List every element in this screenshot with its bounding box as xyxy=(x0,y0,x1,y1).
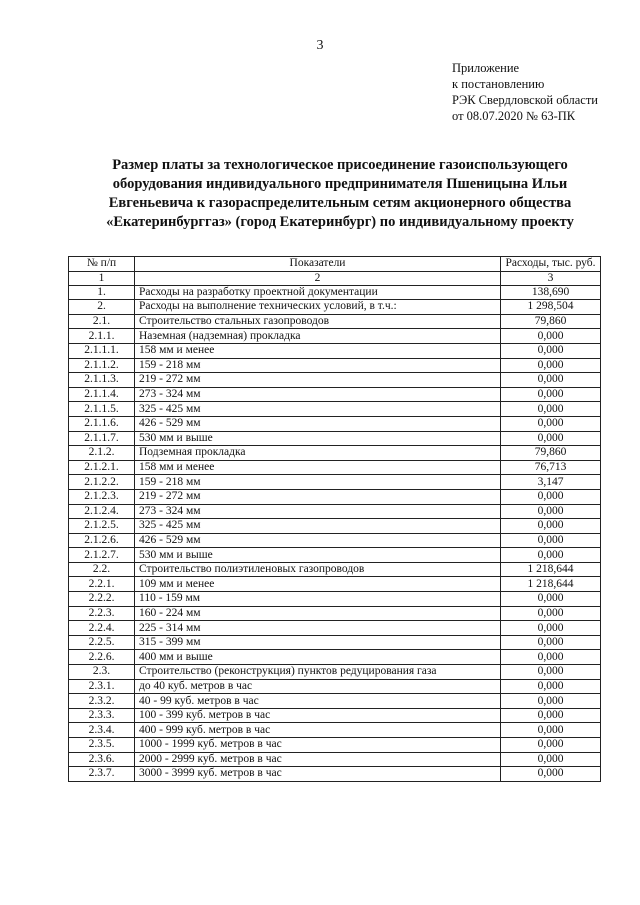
table-row xyxy=(69,314,601,329)
row-indicator: 40 - 99 куб. метров в час xyxy=(135,694,501,709)
row-indicator: 426 - 529 мм xyxy=(135,533,501,548)
row-cost: 76,713 xyxy=(501,460,601,475)
row-indicator: Строительство полиэтиленовых газопроводов xyxy=(135,562,501,577)
row-cost: 138,690 xyxy=(501,285,601,300)
row-cost: 0,000 xyxy=(501,343,601,358)
row-indicator: 315 - 399 мм xyxy=(135,635,501,650)
row-num: 2.2.6. xyxy=(69,650,135,665)
table-row xyxy=(69,577,601,592)
row-cost: 79,860 xyxy=(501,314,601,329)
row-indicator: 219 - 272 мм xyxy=(135,489,501,504)
row-num: 2.3.5. xyxy=(69,738,135,753)
row-num: 2.1.2.6. xyxy=(69,533,135,548)
row-indicator: 325 - 425 мм xyxy=(135,402,501,417)
row-cost: 0,000 xyxy=(501,621,601,636)
row-num: 2.3.1. xyxy=(69,679,135,694)
row-num: 2.1.1.4. xyxy=(69,387,135,402)
row-num: 2.1.1.5. xyxy=(69,402,135,417)
row-indicator: 110 - 159 мм xyxy=(135,592,501,607)
row-cost: 0,000 xyxy=(501,519,601,534)
row-num: 2.1.2.2. xyxy=(69,475,135,490)
table-row xyxy=(69,475,601,490)
row-indicator: 159 - 218 мм xyxy=(135,475,501,490)
row-cost: 0,000 xyxy=(501,665,601,680)
table-row xyxy=(69,548,601,563)
row-num: 2.1. xyxy=(69,314,135,329)
table-row xyxy=(69,519,601,534)
row-cost: 3,147 xyxy=(501,475,601,490)
table-row xyxy=(69,489,601,504)
table-row xyxy=(69,504,601,519)
row-cost: 0,000 xyxy=(501,489,601,504)
table-row xyxy=(69,621,601,636)
row-cost: 0,000 xyxy=(501,767,601,782)
table-row xyxy=(69,416,601,431)
appendix-line: к постановлению xyxy=(452,77,545,91)
row-indicator: Наземная (надземная) прокладка xyxy=(135,329,501,344)
table-header-row xyxy=(69,257,601,272)
table-row xyxy=(69,708,601,723)
row-cost: 1 218,644 xyxy=(501,562,601,577)
table-row xyxy=(69,285,601,300)
row-num: 2.1.1.2. xyxy=(69,358,135,373)
row-num: 2.2.2. xyxy=(69,592,135,607)
row-num: 2.1.2. xyxy=(69,446,135,461)
row-num: 2.1.2.5. xyxy=(69,519,135,534)
row-cost: 0,000 xyxy=(501,708,601,723)
row-indicator: Расходы на выполнение технических условий, в т.ч.: xyxy=(135,300,501,315)
row-cost: 0,000 xyxy=(501,606,601,621)
row-cost: 0,000 xyxy=(501,373,601,388)
table-row xyxy=(69,679,601,694)
appendix-block xyxy=(452,60,598,124)
table-row xyxy=(69,402,601,417)
row-num: 2.3. xyxy=(69,665,135,680)
row-indicator: 1000 - 1999 куб. метров в час xyxy=(135,738,501,753)
title-line: «Екатеринбурггаз» (город Екатеринбург) по индивидуальному проекту xyxy=(106,214,574,230)
row-cost: 79,860 xyxy=(501,446,601,461)
index-indicator: 2 xyxy=(135,271,501,285)
row-cost: 0,000 xyxy=(501,431,601,446)
table-row xyxy=(69,373,601,388)
index-num: 1 xyxy=(69,271,135,285)
row-num: 2.1.1.1. xyxy=(69,343,135,358)
row-indicator: 225 - 314 мм xyxy=(135,621,501,636)
row-cost: 0,000 xyxy=(501,738,601,753)
row-cost: 0,000 xyxy=(501,635,601,650)
row-num: 2.1.1. xyxy=(69,329,135,344)
table-row xyxy=(69,694,601,709)
row-indicator: 530 мм и выше xyxy=(135,431,501,446)
row-num: 2.3.7. xyxy=(69,767,135,782)
row-indicator: 273 - 324 мм xyxy=(135,387,501,402)
table-row xyxy=(69,650,601,665)
row-num: 2.2.3. xyxy=(69,606,135,621)
table-row xyxy=(69,752,601,767)
index-cost: 3 xyxy=(501,271,601,285)
header-indicator: Показатели xyxy=(135,257,501,272)
row-cost: 0,000 xyxy=(501,416,601,431)
row-num: 2.2. xyxy=(69,562,135,577)
table-row xyxy=(69,635,601,650)
row-indicator: Расходы на разработку проектной документации xyxy=(135,285,501,300)
row-indicator: 273 - 324 мм xyxy=(135,504,501,519)
fee-table xyxy=(68,256,601,782)
header-cost: Расходы, тыс. руб. xyxy=(501,257,601,272)
table-row xyxy=(69,446,601,461)
appendix-line: РЭК Свердловской области xyxy=(452,93,598,107)
table-row xyxy=(69,431,601,446)
table-row xyxy=(69,460,601,475)
table-row xyxy=(69,606,601,621)
row-num: 2.3.4. xyxy=(69,723,135,738)
title-line: оборудования индивидуального предпринимателя Пшеницына Ильи xyxy=(112,176,568,192)
row-num: 1. xyxy=(69,285,135,300)
table-row xyxy=(69,738,601,753)
row-indicator: Строительство стальных газопроводов xyxy=(135,314,501,329)
row-indicator: 2000 - 2999 куб. метров в час xyxy=(135,752,501,767)
row-indicator: 219 - 272 мм xyxy=(135,373,501,388)
row-indicator: 109 мм и менее xyxy=(135,577,501,592)
row-indicator: Строительство (реконструкция) пунктов редуцирования газа xyxy=(135,665,501,680)
header-num: № п/п xyxy=(69,257,135,272)
row-num: 2.3.6. xyxy=(69,752,135,767)
row-num: 2.1.2.4. xyxy=(69,504,135,519)
row-cost: 0,000 xyxy=(501,752,601,767)
row-num: 2.2.5. xyxy=(69,635,135,650)
row-indicator: 160 - 224 мм xyxy=(135,606,501,621)
row-num: 2.1.2.1. xyxy=(69,460,135,475)
document-title xyxy=(80,156,600,232)
table-row xyxy=(69,665,601,680)
appendix-line: Приложение xyxy=(452,61,520,75)
title-line: Евгеньевича к газораспределительным сетям акционерного общества xyxy=(108,195,572,211)
row-indicator: 325 - 425 мм xyxy=(135,519,501,534)
row-num: 2. xyxy=(69,300,135,315)
row-indicator: Подземная прокладка xyxy=(135,446,501,461)
table-row xyxy=(69,533,601,548)
row-cost: 0,000 xyxy=(501,387,601,402)
row-cost: 0,000 xyxy=(501,533,601,548)
appendix-line: от 08.07.2020 № 63-ПК xyxy=(452,109,576,123)
row-num: 2.1.1.7. xyxy=(69,431,135,446)
row-num: 2.1.1.3. xyxy=(69,373,135,388)
page-number: 3 xyxy=(316,38,324,53)
row-num: 2.1.1.6. xyxy=(69,416,135,431)
table-row xyxy=(69,592,601,607)
table-row xyxy=(69,767,601,782)
row-indicator: 100 - 399 куб. метров в час xyxy=(135,708,501,723)
row-indicator: 3000 - 3999 куб. метров в час xyxy=(135,767,501,782)
row-num: 2.2.1. xyxy=(69,577,135,592)
row-cost: 1 298,504 xyxy=(501,300,601,315)
table-row xyxy=(69,387,601,402)
table-row xyxy=(69,300,601,315)
row-indicator: 400 - 999 куб. метров в час xyxy=(135,723,501,738)
row-num: 2.1.2.3. xyxy=(69,489,135,504)
title-line: Размер платы за технологическое присоединение газоиспользующего xyxy=(112,157,568,173)
row-cost: 0,000 xyxy=(501,650,601,665)
row-indicator: 158 мм и менее xyxy=(135,343,501,358)
row-indicator: 426 - 529 мм xyxy=(135,416,501,431)
table-row xyxy=(69,343,601,358)
row-num: 2.2.4. xyxy=(69,621,135,636)
table-row xyxy=(69,329,601,344)
table-row xyxy=(69,562,601,577)
row-cost: 0,000 xyxy=(501,402,601,417)
row-cost: 1 218,644 xyxy=(501,577,601,592)
row-num: 2.3.3. xyxy=(69,708,135,723)
table-index-row xyxy=(69,271,601,285)
row-cost: 0,000 xyxy=(501,694,601,709)
row-cost: 0,000 xyxy=(501,723,601,738)
row-indicator: до 40 куб. метров в час xyxy=(135,679,501,694)
row-cost: 0,000 xyxy=(501,548,601,563)
row-num: 2.3.2. xyxy=(69,694,135,709)
row-indicator: 530 мм и выше xyxy=(135,548,501,563)
row-indicator: 159 - 218 мм xyxy=(135,358,501,373)
row-cost: 0,000 xyxy=(501,329,601,344)
row-indicator: 158 мм и менее xyxy=(135,460,501,475)
row-num: 2.1.2.7. xyxy=(69,548,135,563)
row-cost: 0,000 xyxy=(501,358,601,373)
row-cost: 0,000 xyxy=(501,504,601,519)
table-row xyxy=(69,358,601,373)
row-indicator: 400 мм и выше xyxy=(135,650,501,665)
row-cost: 0,000 xyxy=(501,679,601,694)
row-cost: 0,000 xyxy=(501,592,601,607)
table-row xyxy=(69,723,601,738)
